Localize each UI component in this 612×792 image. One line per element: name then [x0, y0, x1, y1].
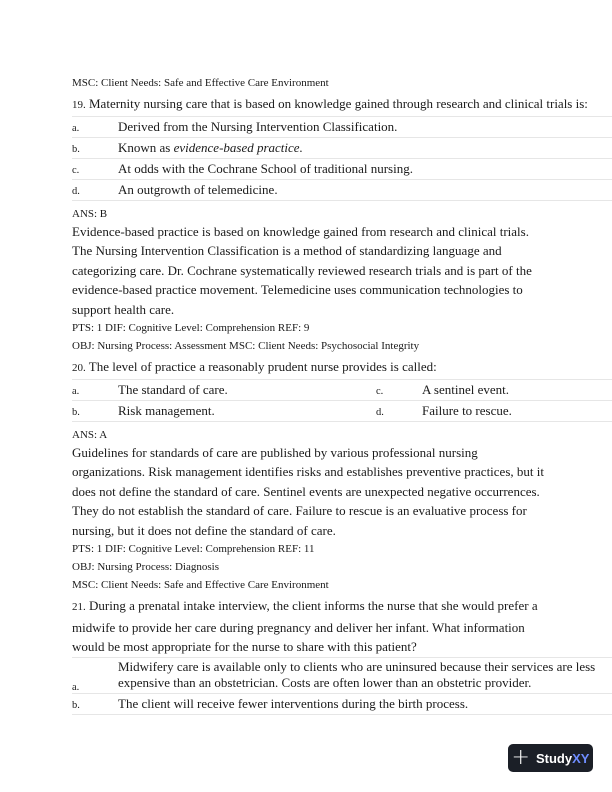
option-letter: d.: [72, 185, 80, 197]
option-text: Derived from the Nursing Intervention Classification.: [118, 118, 398, 134]
q21-options: [72, 657, 612, 715]
q19-rationale: Evidence-based practice is based on knowledge gained from research and clinical trials. The Nursing Intervention Classification is a method of standardizing language and categorizing care. Dr. Cochrane systematically reviewed research trials and is part of the evidence-based practice movement. Telemedicine uses communication technologies to support health care.: [72, 223, 532, 317]
q20-option-row-2: [72, 400, 612, 422]
q20-msc: MSC: Client Needs: Safe and Effective Care Environment: [72, 579, 329, 591]
q21-stem-text: During a prenatal intake interview, the client informs the nurse that she would prefer a midwife to provide her care during pregnancy and deliver her infant. What information would be most appropriate for the nurse to share with this patient?: [72, 598, 538, 654]
option-text: [118, 658, 612, 693]
q19-number: 19.: [72, 99, 86, 111]
q19-stem-text: Maternity nursing care that is based on knowledge gained through research and clinical trials is:: [89, 96, 588, 111]
option-text-line-1: Midwifery care is available only to clients who are uninsured because their services are less: [118, 658, 596, 674]
brand-name: [536, 751, 589, 766]
q18-msc: MSC: Client Needs: Safe and Effective Care Environment: [72, 77, 329, 89]
option-text-italic: evidence-based practice.: [173, 139, 303, 155]
q19-obj: OBJ: Nursing Process: Assessment MSC: Client Needs: Psychosocial Integrity: [72, 340, 420, 352]
q20-pts: PTS: 1 DIF: Cognitive Level: Comprehension REF: 11: [72, 543, 315, 555]
brand-name-accent: XY: [572, 750, 590, 766]
option-text: The standard of care.: [118, 381, 228, 397]
option-text: [118, 140, 612, 156]
option-text: A sentinel event.: [422, 381, 510, 397]
q19-pts: PTS: 1 DIF: Cognitive Level: Comprehension REF: 9: [72, 322, 310, 334]
option-letter: c.: [376, 385, 384, 397]
option-letter: b.: [72, 406, 80, 418]
q19-options: [72, 116, 612, 201]
option-letter: d.: [376, 406, 384, 418]
option-text: Risk management.: [118, 402, 215, 418]
option-letter: a.: [72, 385, 80, 397]
plus-icon: +: [511, 745, 530, 770]
studyxy-badge[interactable]: [508, 744, 593, 772]
q21-stem: [72, 596, 552, 657]
q19-stem: [72, 94, 612, 116]
option-text: At odds with the Cochrane School of traditional nursing.: [118, 160, 413, 176]
document-content: [72, 76, 612, 719]
option-text: Failure to rescue.: [422, 402, 512, 418]
option-text-line-2: expensive than an obstetrician. Costs are often lower than an obstetric provider.: [118, 674, 532, 690]
q21-option-b: [72, 693, 612, 715]
q19-answer: ANS: B: [72, 207, 108, 220]
q21-number: 21.: [72, 601, 86, 613]
q20-stem-text: The level of practice a reasonably prudent nurse provides is called:: [88, 359, 437, 374]
q19-option-c: [72, 158, 612, 179]
q20-stem: [72, 357, 612, 379]
q20-obj: OBJ: Nursing Process: Diagnosis: [72, 561, 219, 573]
q20-rationale: Guidelines for standards of care are published by various professional nursing organizations. Risk management identifies risks and establishes preventive practices, but it does not define the standard of care. Sentinel events are unexpected negative occurrences. They do not establish the standard of care. Failure to rescue is an evaluative process for nursing, but it does not define the standard of care.: [72, 444, 544, 538]
option-text: The client will receive fewer interventions during the birth process.: [118, 695, 469, 711]
option-text-prefix: Known as: [118, 139, 174, 155]
q20-number: 20.: [72, 362, 86, 374]
option-letter: b.: [72, 699, 80, 711]
q19-option-b: [72, 137, 612, 158]
option-letter: b.: [72, 143, 80, 155]
q20-answer: ANS: A: [72, 428, 108, 441]
option-letter: a.: [72, 681, 80, 693]
q21-option-a: [72, 657, 612, 693]
option-text: An outgrowth of telemedicine.: [118, 181, 278, 197]
brand-name-main: Study: [535, 750, 573, 766]
q19-option-d: [72, 179, 612, 201]
q20-options: [72, 379, 612, 422]
option-letter: c.: [72, 164, 80, 176]
option-letter: a.: [72, 122, 80, 134]
q19-option-a: [72, 116, 612, 137]
q20-option-row-1: [72, 379, 612, 400]
